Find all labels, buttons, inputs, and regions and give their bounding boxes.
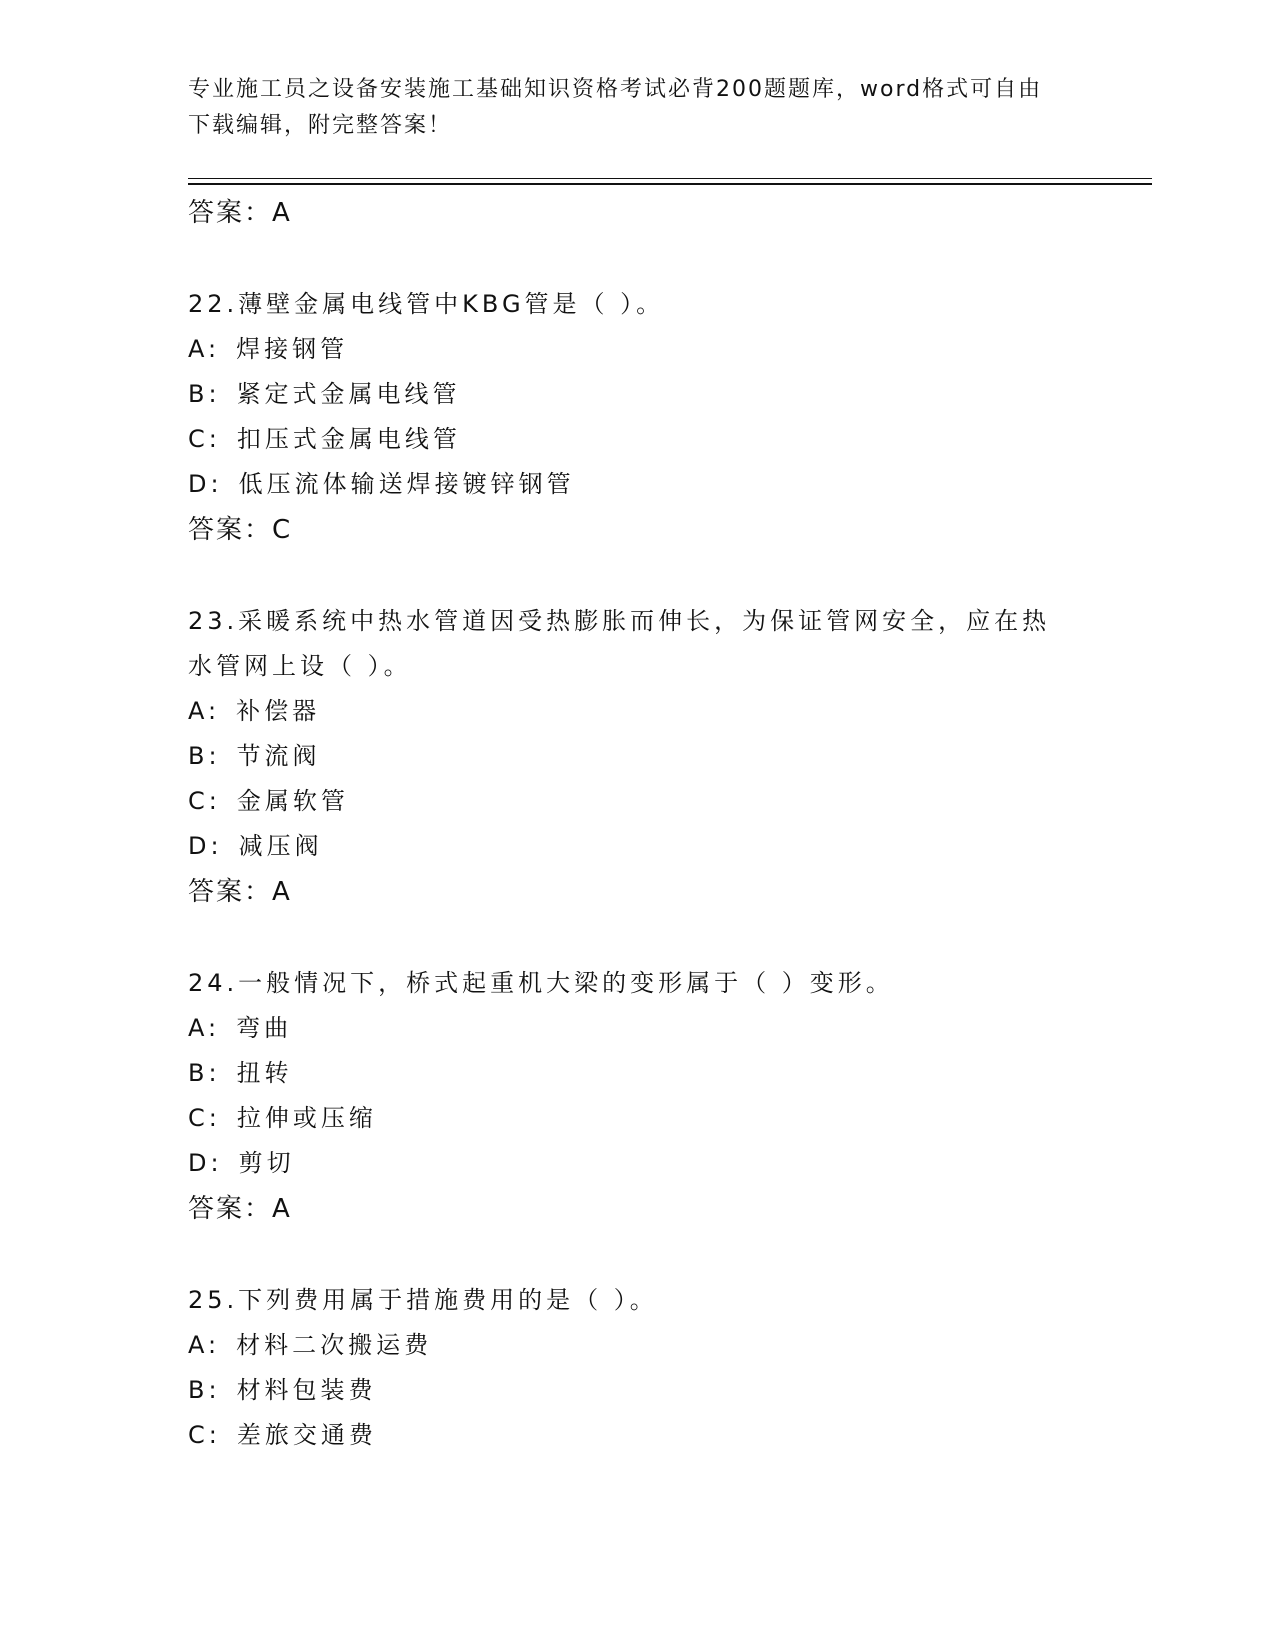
question-text: 25.下列费用属于措施费用的是（ ）。 [188,1286,658,1314]
option-text: 焊接钢管 [236,335,349,363]
question-25 [188,1278,1088,1458]
option-text: 材料包装费 [236,1376,377,1404]
option-letter: C: [188,1421,221,1449]
option-letter: A: [188,1014,221,1042]
option-text: 减压阀 [238,832,323,860]
option-letter: A: [188,335,221,363]
option-text: 紧定式金属电线管 [236,380,461,408]
option-c [188,779,1088,824]
option-letter: C: [188,787,221,815]
option-a [188,1006,1088,1051]
option-letter: C: [188,425,221,453]
option-c [188,417,1088,462]
option-d [188,1141,1088,1186]
option-a [188,1323,1088,1368]
option-text: 扣压式金属电线管 [236,425,461,453]
answer-line: 答案：A [188,1194,292,1224]
answer-line: 答案：A [188,877,292,907]
option-b [188,1051,1088,1096]
option-letter: A: [188,1331,221,1359]
option-letter: B: [188,1376,221,1404]
question-text: 22.薄壁金属电线管中KBG管是（ ）。 [188,290,665,318]
option-b [188,372,1088,417]
header-line-1: 专业施工员之设备安装施工基础知识资格考试必背200题题库，word格式可自由 [188,77,1043,102]
header-line-2: 下载编辑，附完整答案！ [188,113,453,138]
option-text: 金属软管 [236,787,349,815]
option-text: 弯曲 [236,1014,293,1042]
question-23 [188,599,1088,915]
option-d [188,462,1088,507]
option-letter: D: [188,470,223,498]
header-divider-thick [188,183,1152,185]
header-divider-thin [188,178,1152,179]
option-d [188,824,1088,869]
option-text: 材料二次搬运费 [236,1331,433,1359]
option-text: 差旅交通费 [236,1421,377,1449]
option-letter: B: [188,742,221,770]
answer-line: 答案：C [188,515,293,545]
option-letter: D: [188,1149,223,1177]
option-letter: C: [188,1104,221,1132]
option-b [188,734,1088,779]
option-text: 剪切 [238,1149,295,1177]
option-text: 拉伸或压缩 [236,1104,377,1132]
option-text: 扭转 [236,1059,293,1087]
option-letter: B: [188,1059,221,1087]
option-text: 节流阀 [236,742,321,770]
option-text: 补偿器 [236,697,321,725]
question-text: 24.一般情况下，桥式起重机大梁的变形属于（ ）变形。 [188,969,894,997]
document-header [188,72,1088,144]
option-text: 低压流体输送焊接镀锌钢管 [238,470,575,498]
option-a [188,689,1088,734]
option-letter: B: [188,380,221,408]
option-letter: A: [188,697,221,725]
option-c [188,1096,1088,1141]
question-text-line-2: 水管网上设（ ）。 [188,652,412,680]
question-text-line-1: 23.采暖系统中热水管道因受热膨胀而伸长，为保证管网安全，应在热 [188,607,1051,635]
option-b [188,1368,1088,1413]
option-a [188,327,1088,372]
question-24 [188,961,1088,1232]
option-c [188,1413,1088,1458]
question-22 [188,282,1088,553]
option-letter: D: [188,832,223,860]
question-list [188,190,1088,1458]
answer-line: 答案：A [188,198,292,228]
